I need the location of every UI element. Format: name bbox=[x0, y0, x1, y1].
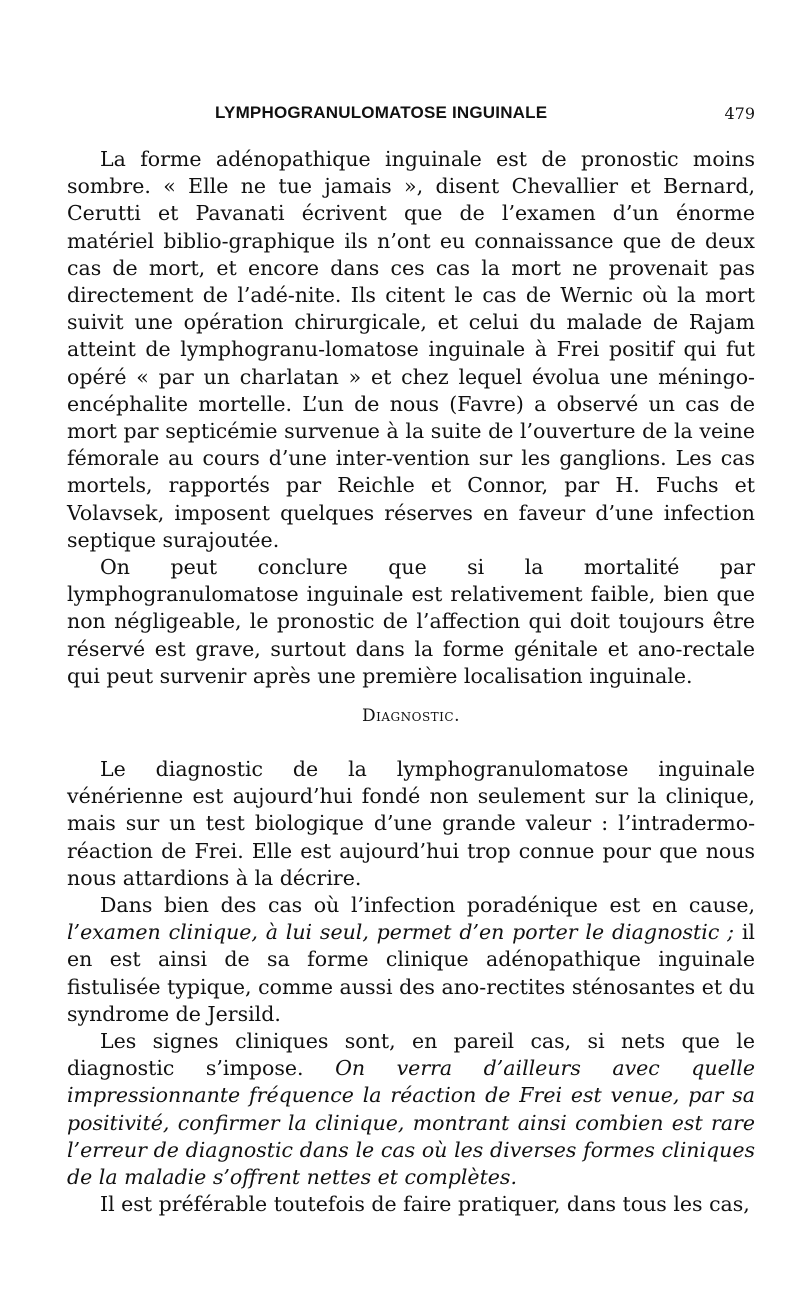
paragraph-diagnostic-2-end: il en est ainsi de sa forme clinique adénopathique inguinale fistulisée typique, comme aussi des ano-rectites sténosantes et du syndrome de Jersild. bbox=[67, 920, 755, 1026]
paragraph-diagnostic-4: Il est préférable toutefois de faire pratiquer, dans tous les cas, bbox=[100, 1192, 750, 1217]
paragraph-diagnostic-3-italic: On verra d’ailleurs avec quelle impressionnante fréquence la réaction de Frei est venue, par sa positivité, confirmer la clinique, montrant ainsi combien est rare l’erreur de diagnostic dans le cas où les diverses formes cliniques de la maladie s’offrent nettes et complètes. bbox=[67, 1056, 755, 1190]
section-heading-diagnostic: Diagnostic. bbox=[361, 706, 460, 726]
paragraph-prognosis-1: La forme adénopathique inguinale est de pronostic moins sombre. « Elle ne tue jamais », disent Chevallier et Bernard, Cerutti et Pavanati écrivent que de l’examen d’un énorme matériel biblio-graphique ils n’ont eu connaissance que de deux cas de mort, et encore dans ces cas la mort ne provenait pas directement de l’adé-nite. Ils citent le cas de Wernic où la mort suivit une opération chirurgicale, et celui du malade de Rajam atteint de lymphogranu-lomatose inguinale à Frei positif qui fut opéré « par un charlatan » et chez lequel évolua une méningo-encéphalite mortelle. L’un de nous (Favre) a observé un cas de mort par septicémie survenue à la suite de l’ouverture de la veine fémorale au cours d’une inter-vention sur les ganglions. Les cas mortels, rapportés par Reichle et Connor, par H. Fuchs et Volavsek, imposent quelques réserves en faveur d’une infection septique surajoutée. bbox=[67, 147, 755, 552]
paragraph-diagnostic-2-start: Dans bien des cas où l’infection poradénique est en cause, bbox=[100, 893, 755, 918]
running-head bbox=[67, 103, 755, 125]
paragraph-diagnostic-3-start: Les signes cliniques sont, en pareil cas, si nets que le diagnostic s’impose. bbox=[67, 1029, 755, 1081]
paragraph-diagnostic-3 bbox=[67, 1028, 755, 1191]
paragraph-diagnostic-1: Le diagnostic de la lymphogranulomatose inguinale vénérienne est aujourd’hui fondé non seulement sur la clinique, mais sur un test biologique d’une grande valeur : l’intradermo-réaction de Frei. Elle est aujourd’hui trop connue pour que nous nous attardions à la décrire. bbox=[67, 757, 755, 890]
page-number: 479 bbox=[724, 104, 755, 123]
paragraph-diagnostic-2 bbox=[67, 892, 755, 1028]
paragraph-diagnostic-2-italic: l’examen clinique, à lui seul, permet d’en porter le diagnostic ; bbox=[67, 920, 735, 945]
diagnostic-text-block bbox=[67, 756, 755, 1218]
running-title: LYMPHOGRANULOMATOSE INGUINALE bbox=[215, 103, 548, 122]
prognosis-text-block bbox=[67, 146, 755, 690]
paragraph-prognosis-2: On peut conclure que si la mortalité par lymphogranulomatose inguinale est relativement faible, bien que non négligeable, le pronostic de l’affection qui doit toujours être réservé est grave, surtout dans la forme génitale et ano-rectale qui peut survenir après une première localisation inguinale. bbox=[67, 555, 755, 688]
